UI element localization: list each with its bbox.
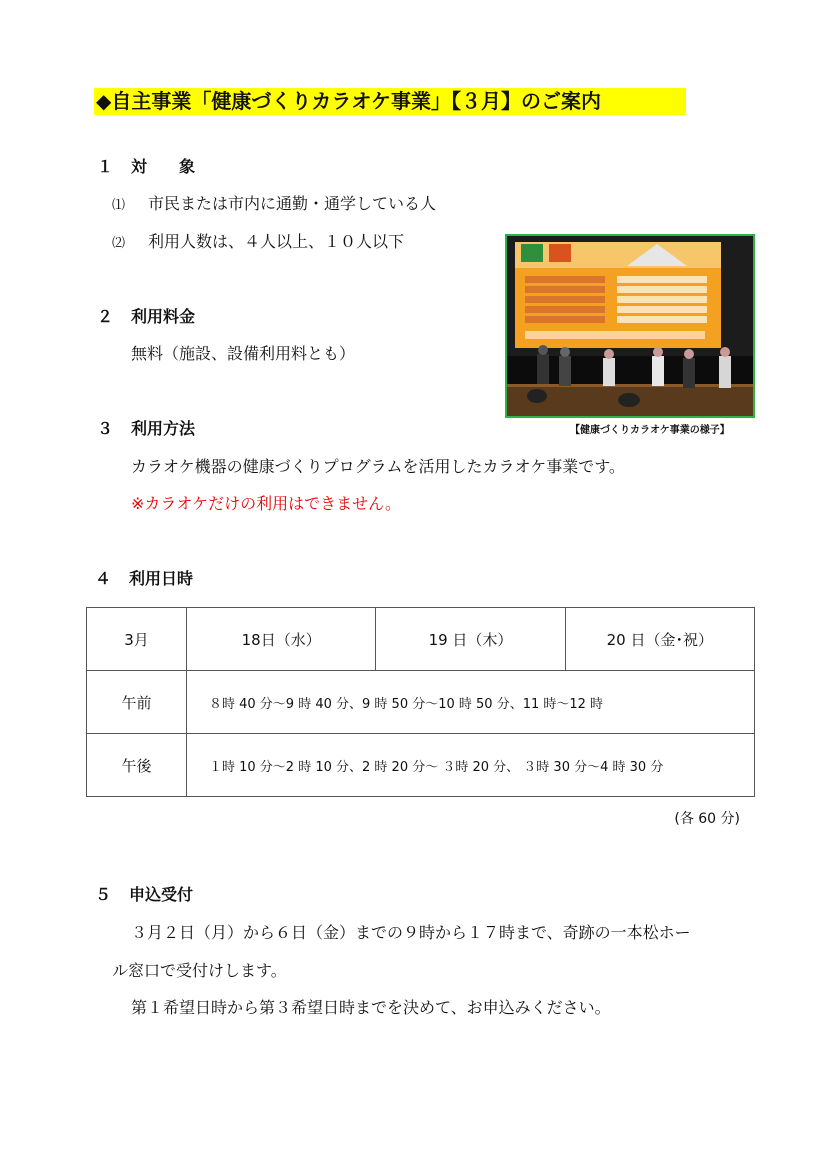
time-slots: １時 10 分～2 時 10 分、2 時 20 分～ ３時 20 分、 ３時 30 分～4 時 30 分: [187, 734, 755, 797]
section-3-title: 利用方法: [131, 419, 196, 438]
month-cell: 3月: [87, 608, 187, 671]
date-cell: 19 日（木）: [376, 608, 565, 671]
section-5-heading: [95, 882, 193, 905]
photo-caption: 【健康づくりカラオケ事業の様子】: [570, 425, 730, 436]
section-5-line-1: ３月２日（月）から６日（金）までの９時から１７時まで、奇跡の一本松ホー: [131, 923, 691, 942]
date-cell: 18日（水）: [187, 608, 376, 671]
row-label: 午前: [87, 671, 187, 734]
item-text: 利用人数は、４人以上、１０人以下: [148, 232, 405, 251]
section-4-heading: [95, 566, 193, 589]
section-4-number: ４: [95, 569, 112, 588]
table-header-row: [87, 608, 755, 671]
karaoke-stage-image: [507, 236, 753, 416]
section-3-number: ３: [97, 419, 114, 438]
section-2-title: 利用料金: [131, 307, 196, 326]
section-3-text: カラオケ機器の健康づくりプログラムを活用したカラオケ事業です。: [131, 457, 625, 476]
section-2-number: ２: [97, 307, 114, 326]
section-1-title: 対 象: [131, 157, 196, 176]
section-3-warning: ※カラオケだけの利用はできません。: [131, 494, 402, 513]
row-label: 午後: [87, 734, 187, 797]
section-1-item-1: [112, 191, 436, 214]
section-2-text: 無料（施設、設備利用料とも）: [131, 344, 356, 363]
section-5-number: ５: [95, 885, 112, 904]
karaoke-event-photo: [505, 234, 755, 418]
section-2-heading: [97, 304, 195, 327]
table-row: [87, 671, 755, 734]
section-5-line-2: ル窓口で受付けします。: [112, 961, 287, 980]
time-slots: ８時 40 分～9 時 40 分、9 時 50 分～10 時 50 分、11 時～12 時: [187, 671, 755, 734]
schedule-table: [86, 607, 755, 797]
item-marker: ⑴: [112, 198, 126, 213]
date-cell: 20 日（金･祝）: [565, 608, 754, 671]
section-5-title: 申込受付: [129, 885, 194, 904]
item-text: 市民または市内に通勤・通学している人: [148, 194, 437, 213]
section-1-item-2: [112, 229, 404, 252]
duration-note: (各 60 分): [674, 811, 740, 827]
page-title: ◆自主事業「健康づくりカラオケ事業」【３月】のご案内: [94, 88, 686, 115]
section-4-title: 利用日時: [129, 569, 194, 588]
section-1-number: １: [97, 157, 114, 176]
section-5-line-3: 第１希望日時から第３希望日時までを決めて、お申込みください。: [131, 998, 611, 1017]
section-1-heading: [97, 154, 195, 177]
item-marker: ⑵: [112, 236, 126, 251]
section-3-heading: [97, 416, 195, 439]
table-row: [87, 734, 755, 797]
